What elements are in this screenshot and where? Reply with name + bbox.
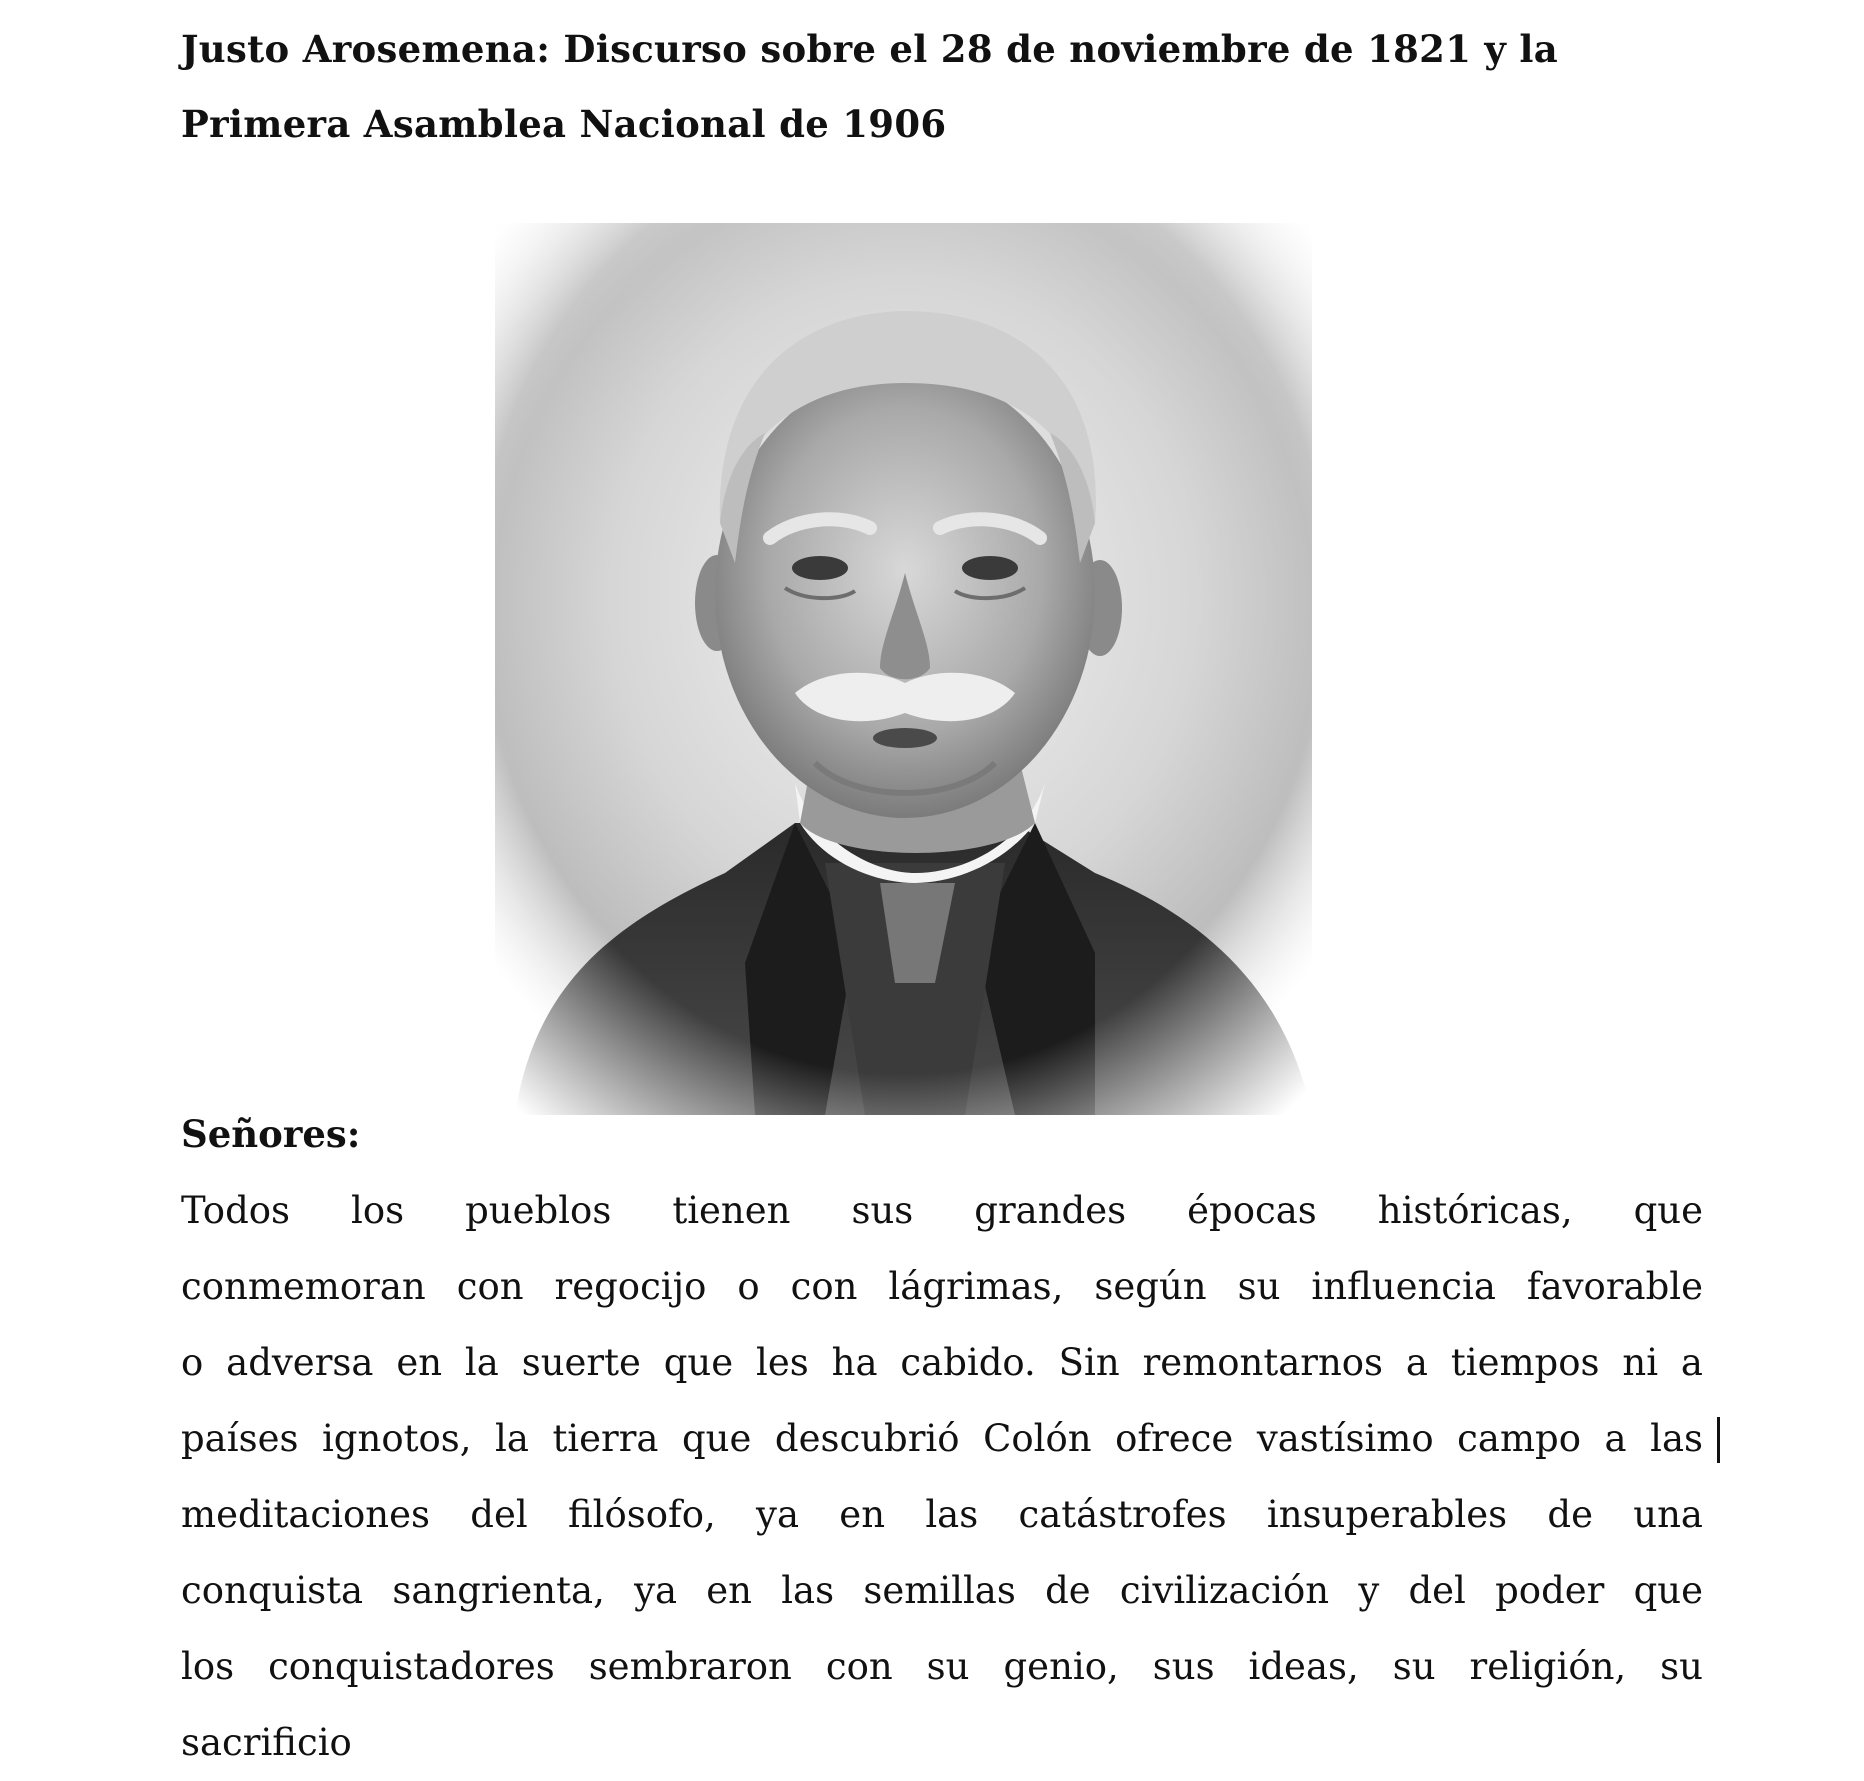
salutation: Señores:	[181, 1112, 361, 1156]
paragraph-line: o adversa en la suerte que les ha cabido. Sin remontarnos a tiempos ni a	[181, 1341, 1703, 1384]
text-cursor	[1717, 1417, 1720, 1463]
portrait-photo	[495, 223, 1312, 1115]
paragraph-line: países ignotos, la tierra que descubrió Colón ofrece vastísimo campo a las	[181, 1417, 1703, 1460]
paragraph-line: conquista sangrienta, ya en las semillas de civilización y del poder que	[181, 1569, 1703, 1612]
paragraph-line: Todos los pueblos tienen sus grandes épocas históricas, que	[181, 1189, 1703, 1232]
paragraph-line: meditaciones del filósofo, ya en las catástrofes insuperables de una	[181, 1493, 1703, 1536]
paragraph-line: conmemoran con regocijo o con lágrimas, según su influencia favorable	[181, 1265, 1703, 1308]
document-title	[181, 12, 1741, 162]
portrait-icon	[495, 223, 1312, 1115]
title-line-2: Primera Asamblea Nacional de 1906	[181, 102, 947, 146]
title-line-1: Justo Arosemena: Discurso sobre el 28 de noviembre de 1821 y la	[181, 27, 1559, 71]
paragraph-line: sacrificio	[181, 1721, 352, 1764]
speech-paragraph[interactable]	[181, 1173, 1703, 1781]
paragraph-line: los conquistadores sembraron con su genio, sus ideas, su religión, su	[181, 1645, 1703, 1688]
